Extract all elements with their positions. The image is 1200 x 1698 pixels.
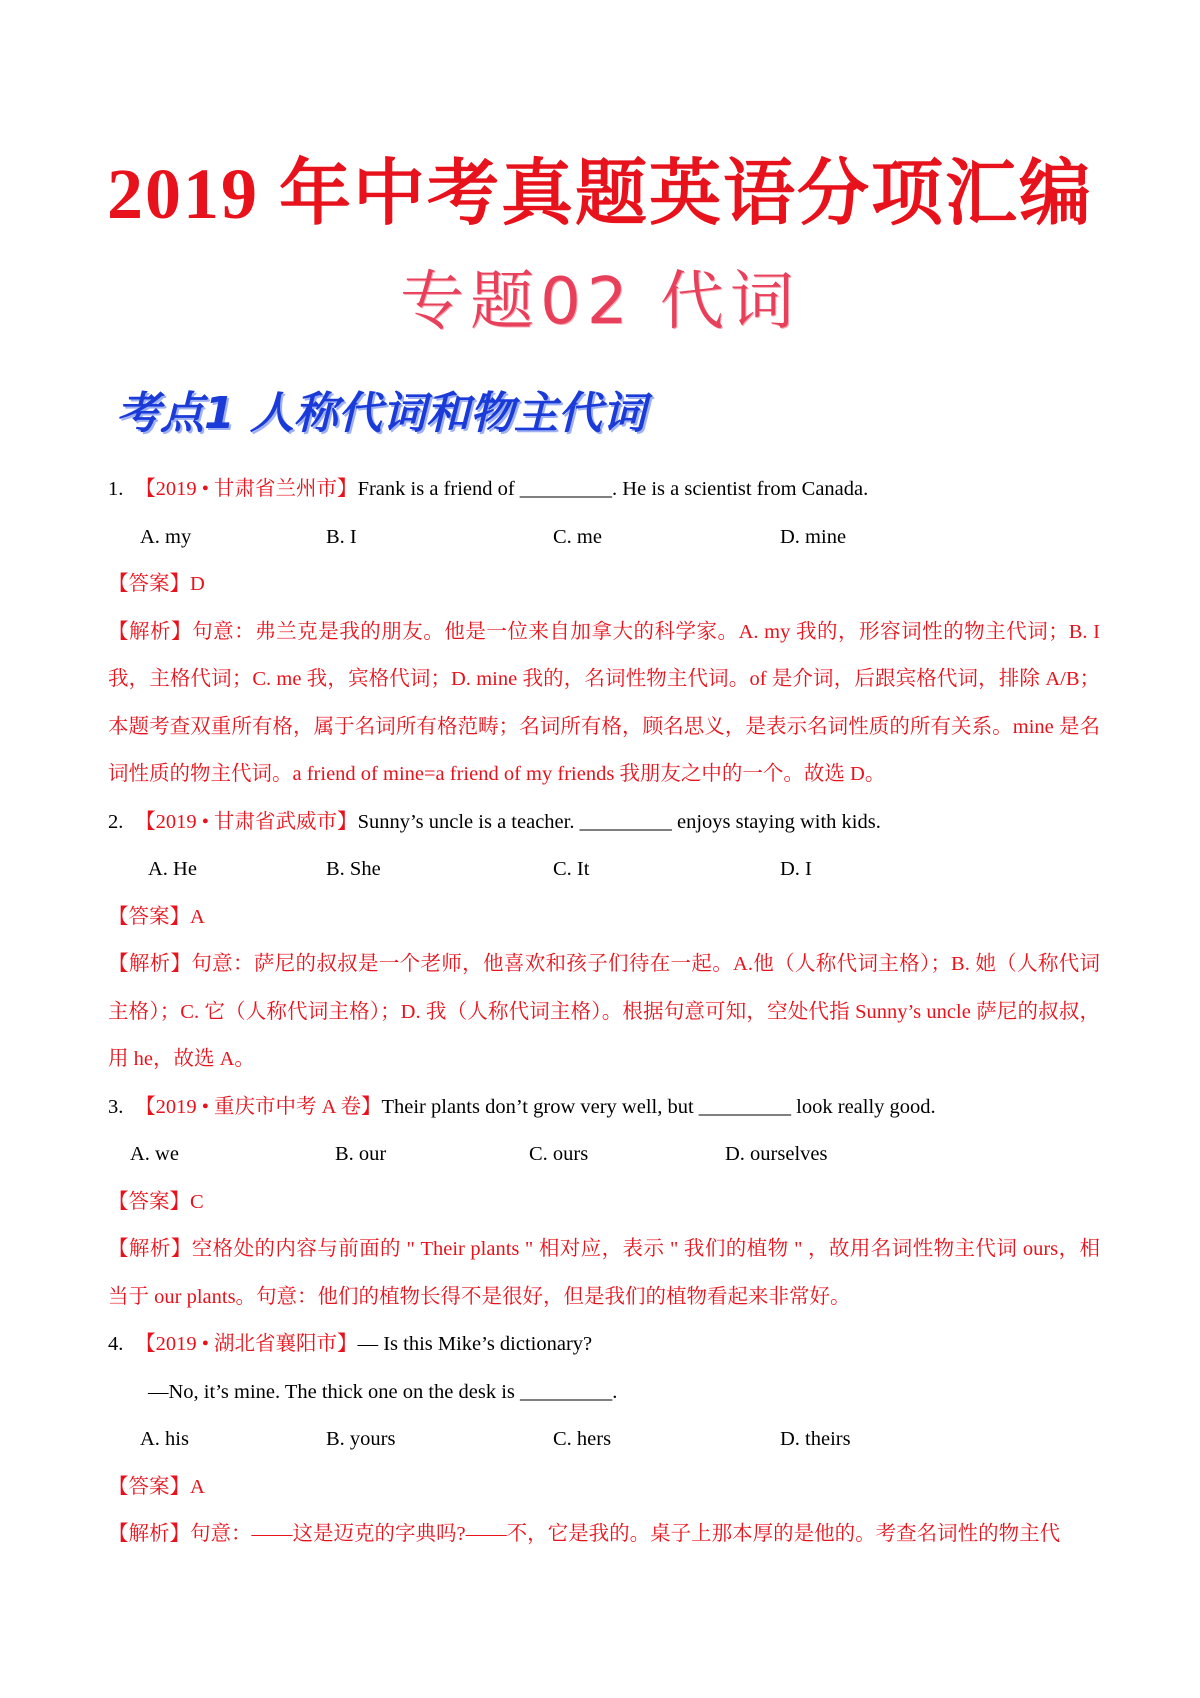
sub-title: 专题02 代词 <box>400 265 800 339</box>
option-a: A. we <box>130 1143 179 1165</box>
option-d: D. I <box>780 858 812 880</box>
section-title: 考点1 人称代词和物主代词 <box>116 388 646 439</box>
option-d: D. ourselves <box>725 1143 828 1165</box>
question-3-analysis: 【解析】空格处的内容与前面的 " Their plants " 相对应，表示 " 我们的植物 " ，故用名词性物主代词 ours，相当于 our plants。句意：他们的植物长得不是很好，但是我们的植物看起来非常好。 <box>108 1238 1100 1308</box>
question-source: 【2019 • 湖北省襄阳市】 <box>135 1333 358 1355</box>
option-b: B. our <box>335 1143 387 1165</box>
question-2-analysis: 【解析】句意：萨尼的叔叔是一个老师，他喜欢和孩子们待在一起。A.他（人称代词主格）；B. 她（人称代词主格）；C. 它（人称代词主格）；D. 我（人称代词主格）。根据句意可知，空处代指 Sunny’s uncle 萨尼的叔叔，用 he，故选 A。 <box>108 953 1100 1070</box>
question-4-analysis: 【解析】句意：——这是迈克的字典吗?——不，它是我的。桌子上那本厚的是他的。考查名词性的物主代 <box>108 1523 1061 1545</box>
option-c: C. ours <box>529 1143 589 1165</box>
question-text: Their plants don’t grow very well, but _________ look really good. <box>381 1095 936 1118</box>
question-text: Sunny’s uncle is a teacher. _________ enjoys staying with kids. <box>357 810 881 833</box>
main-title: 2019 年中考真题英语分项汇编 <box>106 154 1093 234</box>
question-4-options <box>108 1416 1100 1464</box>
question-2-options <box>108 846 1100 894</box>
question-1-answer: 【答案】D <box>108 573 205 595</box>
question-number: 1. <box>108 478 124 500</box>
question-number: 3. <box>108 1095 124 1118</box>
question-4-answer: 【答案】A <box>108 1475 205 1498</box>
question-1-options <box>108 514 1100 562</box>
question-2-stem <box>108 799 1100 847</box>
question-text: Frank is a friend of _________. He is a scientist from Canada. <box>357 478 869 500</box>
question-3-options <box>108 1131 1100 1179</box>
option-d: D. mine <box>780 525 847 548</box>
question-text: — Is this Mike’s dictionary? <box>357 1333 593 1355</box>
option-a: A. my <box>140 525 192 548</box>
option-d: D. theirs <box>780 1428 851 1450</box>
option-b: B. yours <box>326 1428 396 1450</box>
option-c: C. hers <box>553 1428 612 1450</box>
question-1-stem <box>108 466 1100 514</box>
question-number: 4. <box>108 1333 124 1355</box>
question-source: 【2019 • 甘肃省兰州市】 <box>135 478 358 500</box>
question-4-stem <box>108 1321 1100 1369</box>
option-b: B. I <box>326 525 357 548</box>
question-source: 【2019 • 甘肃省武威市】 <box>135 810 358 833</box>
question-list <box>108 466 1100 1559</box>
option-b: B. She <box>326 858 381 880</box>
question-number: 2. <box>108 810 124 833</box>
question-3-stem <box>108 1084 1100 1132</box>
question-1-analysis: 【解析】句意：弗兰克是我的朋友。他是一位来自加拿大的科学家。A. my 我的，形容词性的物主代词；B. I 我，主格代词；C. me 我，宾格代词；D. mine 我的，名词性物主代词。of 是介词，后跟宾格代词，排除 A/B；本题考查双重所有格，属于名词所有格范畴；名词所有格，顾名思义，是表示名词性质的所有关系。mine 是名词性质的物主代词。a friend of mine=a friend of my friends 我朋友之中的一个。故选 D。 <box>108 620 1100 785</box>
option-a: A. He <box>148 858 197 880</box>
option-c: C. It <box>553 858 590 880</box>
option-a: A. his <box>140 1428 189 1450</box>
question-4-stem-reply: —No, it’s mine. The thick one on the desk is _________. <box>148 1380 618 1403</box>
question-2-answer: 【答案】A <box>108 905 205 928</box>
question-source: 【2019 • 重庆市中考 A 卷】 <box>135 1095 382 1118</box>
option-c: C. me <box>553 525 602 548</box>
question-3-answer: 【答案】C <box>108 1190 204 1213</box>
